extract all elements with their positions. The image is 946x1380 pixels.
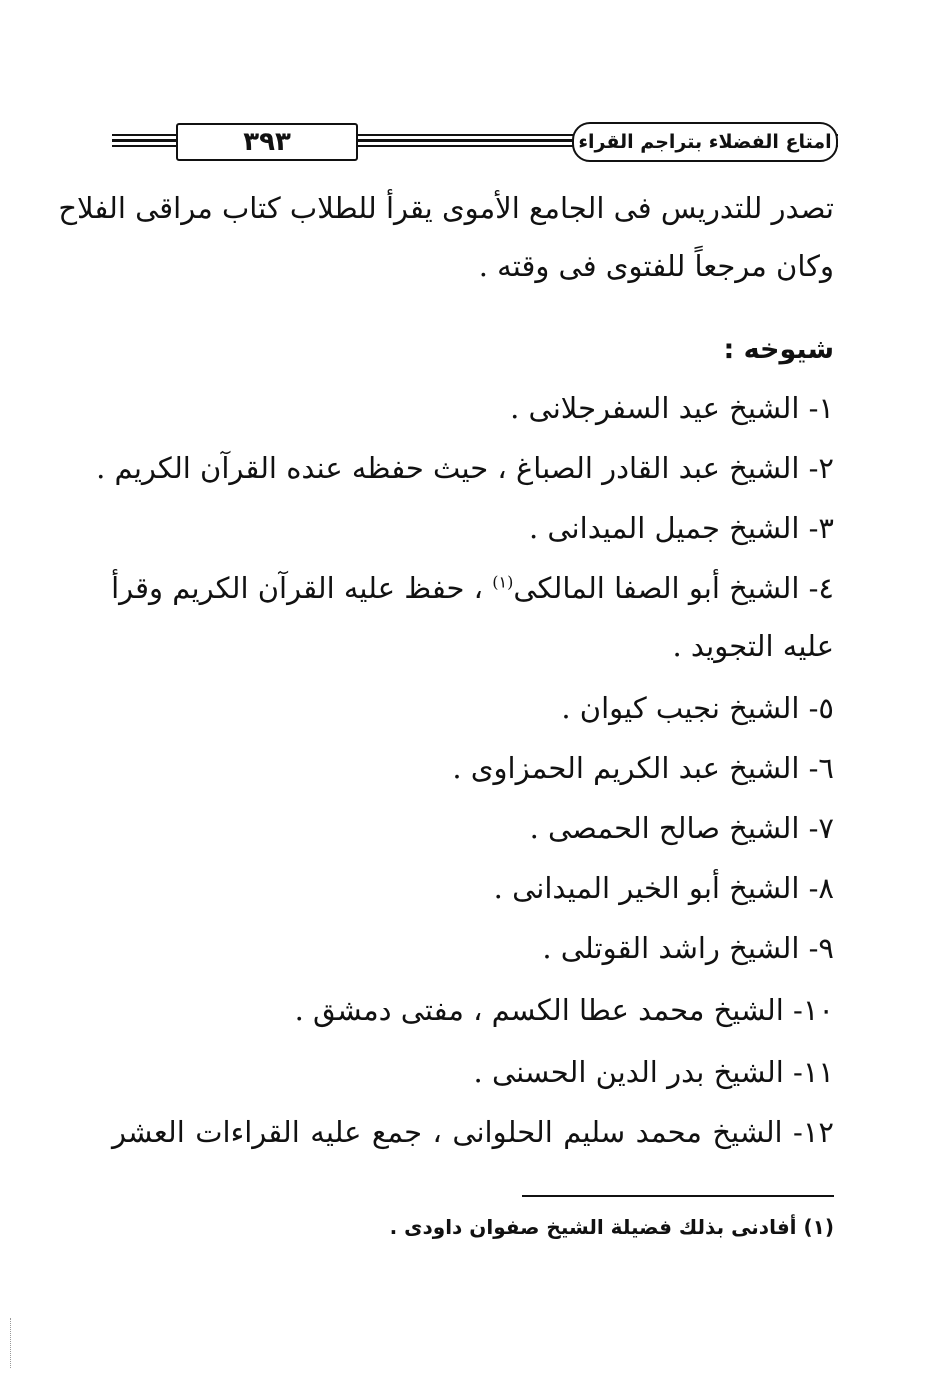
footnote-rule: [522, 1195, 834, 1197]
teacher-item-4-continued: عليه التجويد .: [672, 629, 834, 663]
footnote: (١) أفادنى بذلك فضيلة الشيخ صفوان داودى .: [389, 1215, 834, 1239]
teacher-item-9: ٩- الشيخ راشد القوتلى .: [542, 931, 834, 965]
teacher-item-7: ٧- الشيخ صالح الحمصى .: [529, 811, 834, 845]
teacher-item-4-note: ، حفظ عليه القرآن الكريم وقرأ: [111, 571, 493, 605]
teacher-item-1: ١- الشيخ عيد السفرجلانى .: [510, 391, 834, 425]
teacher-item-8: ٨- الشيخ أبو الخير الميدانى .: [493, 871, 834, 905]
teacher-item-2: ٢- الشيخ عبد القادر الصباغ ، حيث حفظه عنده القرآن الكريم .: [96, 451, 834, 485]
running-header: [112, 120, 838, 162]
footnote-ref: (١): [492, 572, 514, 592]
intro-line-1: تصدر للتدريس فى الجامع الأموى يقرأ للطلاب كتاب مراقى الفلاح: [58, 191, 834, 225]
scan-marks: [10, 1318, 15, 1368]
teacher-item-10: ١٠- الشيخ محمد عطا الكسم ، مفتى دمشق .: [294, 993, 834, 1027]
page-number: ٣٩٣: [176, 123, 358, 161]
teacher-item-3: ٣- الشيخ جميل الميدانى .: [528, 511, 834, 545]
intro-line-2: وكان مرجعاً للفتوى فى وقته .: [478, 249, 834, 283]
book-title: امتاع الفضلاء بتراجم القراء: [572, 122, 838, 162]
teacher-item-4: [112, 568, 834, 608]
teacher-item-5: ٥- الشيخ نجيب كيوان .: [561, 691, 834, 725]
teacher-item-11: ١١- الشيخ بدر الدين الحسنى .: [473, 1055, 834, 1089]
teachers-heading: شيوخه :: [723, 334, 834, 365]
teacher-item-12: ١٢- الشيخ محمد سليم الحلوانى ، جمع عليه القراءات العشر: [112, 1115, 834, 1149]
teacher-item-4-name: ٤- الشيخ أبو الصفا المالكى: [513, 571, 834, 605]
teacher-item-6: ٦- الشيخ عبد الكريم الحمزاوى .: [452, 751, 834, 785]
